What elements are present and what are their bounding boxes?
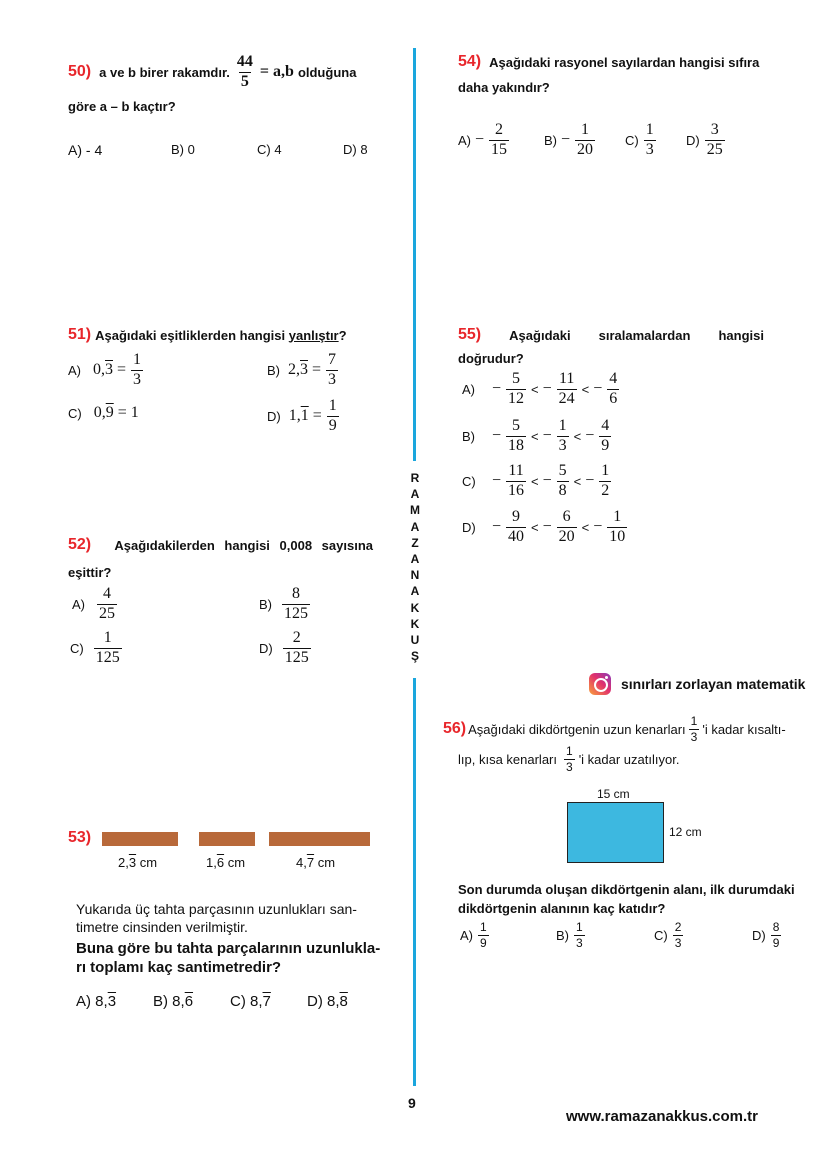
instagram-icon <box>589 673 611 695</box>
plank-3 <box>269 832 370 846</box>
q52-option-a: A) $\frac{4}{25}$ <box>72 585 115 622</box>
q50-text-a: a ve b birer rakamdır. <box>99 64 230 80</box>
q55-option-b: B) − $\frac{5}{18}$ < − $\frac{1}{3}$ < − $\frac{4}{9}$ <box>462 417 610 454</box>
q52-option-d: D) $\frac{2}{125}$ <box>259 629 309 666</box>
q52-text-b: eşittir? <box>68 565 112 580</box>
q51-option-b: B) 2,3 = $\frac{7}{3}$ <box>267 351 337 388</box>
q53-option-d: D) 8,8 <box>307 993 348 1010</box>
q50-line1 <box>68 54 356 91</box>
rect-height-label: 12 cm <box>669 825 702 839</box>
q51-number: 51) <box>68 326 92 343</box>
q54-option-a: A) − $\frac{2}{15}$ <box>458 121 508 158</box>
vertical-author-name: R A M A Z A N A K K U Ş <box>410 471 420 664</box>
q56-option-c: C) $\frac{2}{3}$ <box>654 920 682 950</box>
q55-text-b: doğrudur? <box>458 351 524 366</box>
q55-option-a: A) − $\frac{5}{12}$ < − $\frac{11}{24}$ < − $\frac{4}{6}$ <box>462 370 618 407</box>
q52-text-a: Aşağıdakilerden hangisi 0,008 sayısına <box>114 537 373 553</box>
plank-3-label: 4,7 cm <box>296 855 336 870</box>
q51-text: Aşağıdaki eşitliklerden hangisi yanlıştır? <box>95 327 347 343</box>
q56-question: Son durumda oluşan dikdörtgenin alanı, ilk durumdaki dikdörtgenin alanının kaç katıdır? <box>458 882 795 916</box>
q54-option-d: D) $\frac{3}{25}$ <box>686 121 723 158</box>
q50-fraction: $\frac{44}{5}$ <box>236 53 253 90</box>
q53-text: Yukarıda üç tahta parçasının uzunlukları san- timetre cinsinden verilmiştir. <box>76 901 357 935</box>
q52-number: 52) <box>68 536 92 553</box>
q50-option-b: B) 0 <box>171 142 195 157</box>
q53-number: 53) <box>68 829 92 846</box>
website-link[interactable]: www.ramazanakkus.com.tr <box>566 1108 759 1125</box>
q54-number: 54) <box>458 53 482 70</box>
q52-line1 <box>68 536 373 554</box>
q50-option-d: D) 8 <box>343 142 368 157</box>
q51-line1 <box>68 326 347 344</box>
q53-question: Buna göre bu tahta parçalarının uzunlukla- rı toplamı kaç santimetredir? <box>76 940 381 976</box>
rect-width-label: 15 cm <box>597 787 630 801</box>
q52-option-c: C) $\frac{1}{125}$ <box>70 629 120 666</box>
q51-option-a: A) 0,3 = $\frac{1}{3}$ <box>68 351 142 388</box>
q54-option-c: C) $\frac{1}{3}$ <box>625 121 654 158</box>
separator-bottom <box>413 678 416 1086</box>
plank-2-label: 1,6 cm <box>206 855 246 870</box>
instagram-handle: sınırları zorlayan matematik <box>621 676 806 692</box>
q50-line2: göre a – b kaçtır? <box>68 99 176 114</box>
q56-option-d: D) $\frac{8}{9}$ <box>752 920 780 950</box>
page-number: 9 <box>408 1095 416 1111</box>
q56-option-a: A) $\frac{1}{9}$ <box>460 920 487 950</box>
q53-option-a: A) 8,3 <box>76 993 117 1010</box>
q50-eq: = a,b <box>259 63 294 81</box>
q51-option-c: C) 0,9 = 1 <box>68 404 139 421</box>
separator-top <box>413 48 416 461</box>
plank-2 <box>199 832 255 846</box>
q54-line1 <box>458 53 759 71</box>
q55-option-d: D) − $\frac{9}{40}$ < − $\frac{6}{20}$ < − $\frac{1}{10}$ <box>462 508 626 545</box>
q50-text-b: olduğuna <box>297 64 357 80</box>
q56-line2: lıp, kısa kenarları $\frac{1}{3}$ 'i kadar uzatılıyor. <box>458 744 680 774</box>
q50-option-a: A) - 4 <box>68 142 103 158</box>
q51-option-d: D) 1,1 = $\frac{1}{9}$ <box>267 397 337 434</box>
q54-option-b: B) − $\frac{1}{20}$ <box>544 121 594 158</box>
q53-option-c: C) 8,7 <box>230 993 271 1010</box>
q50-number: 50) <box>68 63 92 81</box>
q55-line1: 55) Aşağıdaki sıralamalardan hangisi <box>458 326 764 343</box>
q55-option-c: C) − $\frac{11}{16}$ < − $\frac{5}{8}$ < − $\frac{1}{2}$ <box>462 462 610 499</box>
q54-text-a: Aşağıdaki rasyonel sayılardan hangisi sıfıra <box>489 54 760 70</box>
plank-1-label: 2,3 cm <box>118 855 158 870</box>
q55-number: 55) <box>458 326 482 343</box>
q53-option-b: B) 8,6 <box>153 993 194 1010</box>
rectangle-figure <box>567 802 664 863</box>
q50-option-c: C) 4 <box>257 142 282 157</box>
q54-text-b: daha yakındır? <box>458 80 550 95</box>
q51-underlined: yanlıştır <box>288 327 339 343</box>
q56-option-b: B) $\frac{1}{3}$ <box>556 920 583 950</box>
q56-line1: 56) Aşağıdaki dikdörtgenin uzun kenarları $\frac{1}{3}$ 'i kadar kısaltı- <box>443 714 786 744</box>
q56-number: 56) <box>443 720 467 738</box>
q52-option-b: B) $\frac{8}{125}$ <box>259 585 308 622</box>
plank-1 <box>102 832 178 846</box>
